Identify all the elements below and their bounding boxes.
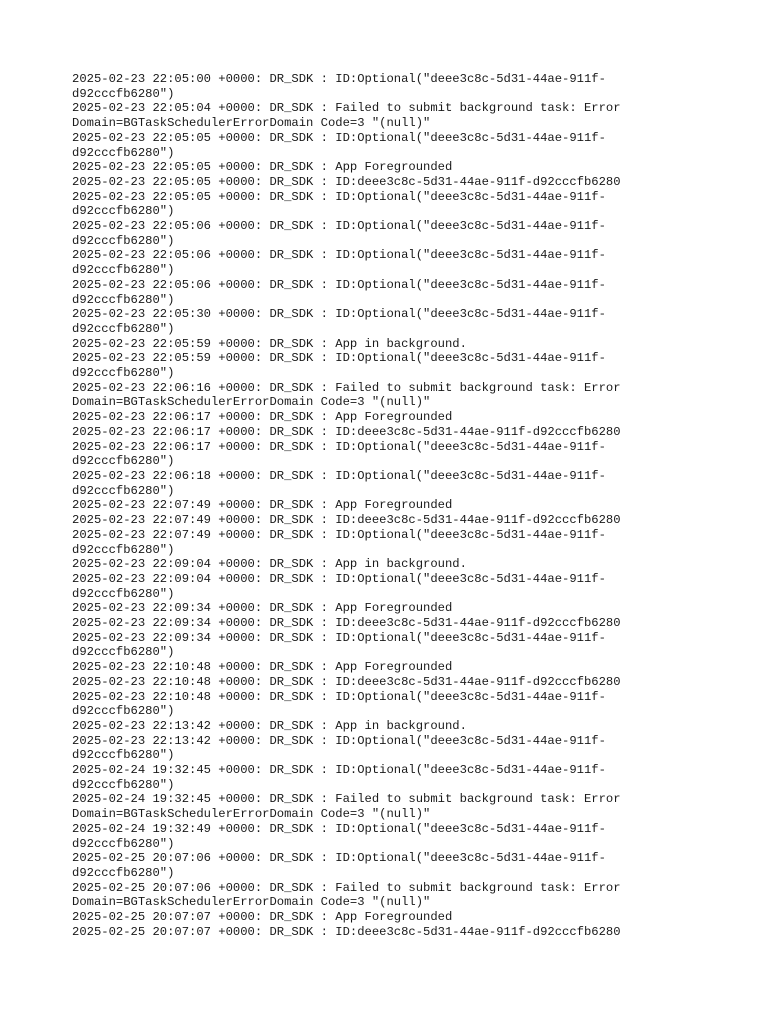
log-entry: 2025-02-23 22:13:42 +0000: DR_SDK : ID:Optional("deee3c8c-5d31-44ae-911f- d92cccfb6280")	[72, 733, 606, 763]
log-document	[72, 72, 712, 939]
log-entry: 2025-02-23 22:09:04 +0000: DR_SDK : App in background.	[72, 557, 467, 572]
log-entry: 2025-02-23 22:05:05 +0000: DR_SDK : App Foregrounded	[72, 160, 453, 175]
log-entry: 2025-02-23 22:05:05 +0000: DR_SDK : ID:deee3c8c-5d31-44ae-911f-d92cccfb6280	[72, 174, 621, 189]
log-entry: 2025-02-24 19:32:45 +0000: DR_SDK : ID:Optional("deee3c8c-5d31-44ae-911f- d92cccfb6280")	[72, 763, 606, 792]
log-entry: 2025-02-23 22:05:00 +0000: DR_SDK : ID:Optional("deee3c8c-5d31-44ae-911f- d92cccfb6280")	[72, 72, 606, 101]
log-entry: 2025-02-23 22:06:18 +0000: DR_SDK : ID:Optional("deee3c8c-5d31-44ae-911f- d92cccfb6280")	[72, 468, 606, 498]
log-entry: 2025-02-25 20:07:07 +0000: DR_SDK : App Foregrounded	[72, 910, 453, 925]
log-entry: 2025-02-23 22:05:05 +0000: DR_SDK : ID:Optional("deee3c8c-5d31-44ae-911f- d92cccfb6280")	[72, 189, 606, 219]
log-entry: 2025-02-23 22:06:17 +0000: DR_SDK : ID:deee3c8c-5d31-44ae-911f-d92cccfb6280	[72, 424, 621, 439]
log-entry: 2025-02-23 22:07:49 +0000: DR_SDK : ID:Optional("deee3c8c-5d31-44ae-911f- d92cccfb6280")	[72, 527, 606, 557]
log-entry: 2025-02-23 22:09:34 +0000: DR_SDK : ID:deee3c8c-5d31-44ae-911f-d92cccfb6280	[72, 616, 621, 631]
log-entry: 2025-02-23 22:06:16 +0000: DR_SDK : Failed to submit background task: Error Domain=BGTaskSchedulerErrorDomain Code=3 "(null)"	[72, 380, 621, 410]
log-entry: 2025-02-23 22:05:59 +0000: DR_SDK : App in background.	[72, 336, 467, 351]
log-entry: 2025-02-25 20:07:07 +0000: DR_SDK : ID:deee3c8c-5d31-44ae-911f-d92cccfb6280	[72, 924, 621, 939]
log-entry: 2025-02-23 22:05:59 +0000: DR_SDK : ID:Optional("deee3c8c-5d31-44ae-911f- d92cccfb6280")	[72, 351, 606, 381]
log-entry: 2025-02-23 22:06:17 +0000: DR_SDK : App Foregrounded	[72, 410, 453, 425]
log-entry: 2025-02-23 22:07:49 +0000: DR_SDK : App Foregrounded	[72, 498, 453, 513]
log-entry: 2025-02-25 20:07:06 +0000: DR_SDK : Failed to submit background task: Error Domain=BGTaskSchedulerErrorDomain Code=3 "(null)"	[72, 880, 621, 910]
log-entry: 2025-02-23 22:05:30 +0000: DR_SDK : ID:Optional("deee3c8c-5d31-44ae-911f- d92cccfb6280")	[72, 307, 606, 336]
log-entry: 2025-02-23 22:05:06 +0000: DR_SDK : ID:Optional("deee3c8c-5d31-44ae-911f- d92cccfb6280")	[72, 219, 606, 248]
log-entry: 2025-02-23 22:10:48 +0000: DR_SDK : App Foregrounded	[72, 660, 453, 675]
log-entry: 2025-02-23 22:05:04 +0000: DR_SDK : Failed to submit background task: Error Domain=BGTaskSchedulerErrorDomain Code=3 "(null)"	[72, 101, 621, 131]
log-entry: 2025-02-23 22:10:48 +0000: DR_SDK : ID:Optional("deee3c8c-5d31-44ae-911f- d92cccfb6280")	[72, 689, 606, 719]
log-entry: 2025-02-24 19:32:45 +0000: DR_SDK : Failed to submit background task: Error Domain=BGTaskSchedulerErrorDomain Code=3 "(null)"	[72, 792, 621, 822]
log-entry: 2025-02-23 22:05:06 +0000: DR_SDK : ID:Optional("deee3c8c-5d31-44ae-911f- d92cccfb6280")	[72, 277, 606, 307]
log-entry: 2025-02-23 22:06:17 +0000: DR_SDK : ID:Optional("deee3c8c-5d31-44ae-911f- d92cccfb6280")	[72, 439, 606, 469]
log-entry: 2025-02-23 22:09:04 +0000: DR_SDK : ID:Optional("deee3c8c-5d31-44ae-911f- d92cccfb6280")	[72, 571, 606, 601]
log-entry: 2025-02-23 22:05:05 +0000: DR_SDK : ID:Optional("deee3c8c-5d31-44ae-911f- d92cccfb6280")	[72, 130, 606, 160]
log-entry: 2025-02-23 22:05:06 +0000: DR_SDK : ID:Optional("deee3c8c-5d31-44ae-911f- d92cccfb6280")	[72, 248, 606, 278]
log-entry: 2025-02-23 22:13:42 +0000: DR_SDK : App in background.	[72, 718, 467, 733]
log-entry: 2025-02-23 22:07:49 +0000: DR_SDK : ID:deee3c8c-5d31-44ae-911f-d92cccfb6280	[72, 513, 621, 528]
log-entry: 2025-02-23 22:10:48 +0000: DR_SDK : ID:deee3c8c-5d31-44ae-911f-d92cccfb6280	[72, 674, 621, 689]
log-entry: 2025-02-25 20:07:06 +0000: DR_SDK : ID:Optional("deee3c8c-5d31-44ae-911f- d92cccfb6280")	[72, 851, 606, 880]
log-entry: 2025-02-24 19:32:49 +0000: DR_SDK : ID:Optional("deee3c8c-5d31-44ae-911f- d92cccfb6280")	[72, 821, 606, 851]
log-entry: 2025-02-23 22:09:34 +0000: DR_SDK : App Foregrounded	[72, 601, 453, 616]
log-entry: 2025-02-23 22:09:34 +0000: DR_SDK : ID:Optional("deee3c8c-5d31-44ae-911f- d92cccfb6280")	[72, 630, 606, 660]
